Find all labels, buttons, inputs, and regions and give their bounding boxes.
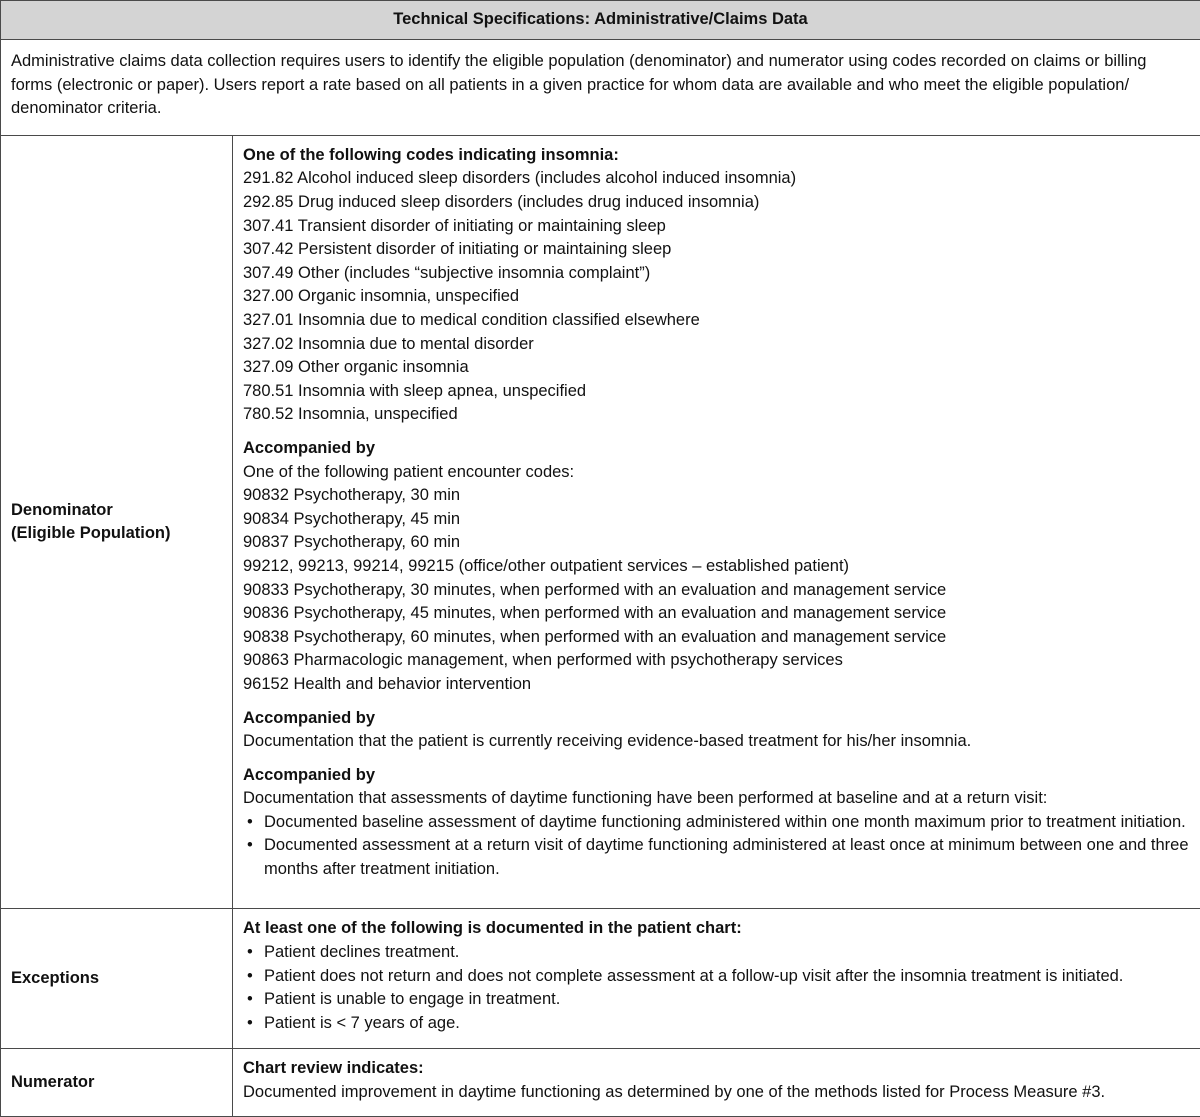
encounter-code-item: 90833 Psychotherapy, 30 minutes, when performed with an evaluation and management service [243, 580, 947, 599]
insomnia-code-item: 307.49 Other (includes “subjective insomnia complaint”) [243, 263, 651, 282]
treatment-doc-block [243, 707, 1190, 754]
encounter-code-item: 99212, 99213, 99214, 99215 (office/other outpatient services – established patient) [243, 556, 850, 575]
encounter-codes-intro: One of the following patient encounter codes: [243, 462, 575, 481]
insomnia-codes-heading: One of the following codes indicating insomnia: [243, 145, 619, 164]
treatment-doc-text: Documentation that the patient is currently receiving evidence-based treatment for his/her insomnia. [243, 732, 972, 751]
encounter-code-item: 90863 Pharmacologic management, when performed with psychotherapy services [243, 651, 843, 670]
denominator-label [1, 135, 233, 909]
numerator-text: Documented improvement in daytime functioning as determined by one of the methods listed for Process Measure #3. [243, 1082, 1106, 1101]
exception-bullet: • Patient is unable to engage in treatment. [243, 988, 1190, 1012]
denominator-row [1, 135, 1200, 909]
insomnia-code-item: 327.01 Insomnia due to medical condition classified elsewhere [243, 311, 700, 329]
table-title: Technical Specifications: Administrative/Claims Data [1, 1, 1200, 40]
encounter-codes-block [243, 437, 1190, 697]
insomnia-code-item: 327.09 Other organic insomnia [243, 358, 469, 377]
denominator-label-line2: (Eligible Population) [11, 524, 171, 543]
assessment-doc-text: Documentation that assessments of daytime functioning have been performed at baseline and at a return visit: [243, 789, 1048, 808]
exceptions-row [1, 909, 1200, 1049]
numerator-label: Numerator [1, 1049, 233, 1117]
exceptions-heading: At least one of the following is documented in the patient chart: [243, 919, 742, 938]
insomnia-code-item: 292.85 Drug induced sleep disorders (includes drug induced insomnia) [243, 193, 760, 212]
intro-text: Administrative claims data collection requires users to identify the eligible population (denominator) and numerator using codes recorded on claims or billing forms (electronic or paper). Users report a rate based on all patients in a given practice for whom data are available and who meet the eligible population/ denominator criteria. [1, 40, 1200, 136]
insomnia-code-item: 327.02 Insomnia due to mental disorder [243, 334, 534, 353]
encounter-code-item: 90837 Psychotherapy, 60 min [243, 533, 461, 552]
assessment-doc-heading: Accompanied by [243, 765, 376, 784]
insomnia-code-item: 307.42 Persistent disorder of initiating or maintaining sleep [243, 240, 672, 259]
numerator-row [1, 1049, 1200, 1117]
exceptions-label: Exceptions [1, 909, 233, 1049]
exceptions-bullet-list [243, 941, 1190, 1035]
exceptions-content [233, 909, 1200, 1049]
numerator-content [233, 1049, 1200, 1117]
numerator-heading: Chart review indicates: [243, 1059, 424, 1078]
encounter-code-item: 90836 Psychotherapy, 45 minutes, when performed with an evaluation and management service [243, 604, 947, 623]
encounter-code-item: 90838 Psychotherapy, 60 minutes, when performed with an evaluation and management service [243, 627, 947, 646]
exception-bullet: • Patient declines treatment. [243, 941, 1190, 965]
treatment-doc-heading: Accompanied by [243, 708, 376, 727]
assessment-doc-block [243, 764, 1190, 882]
insomnia-code-item: 780.52 Insomnia, unspecified [243, 405, 458, 424]
insomnia-code-item: 327.00 Organic insomnia, unspecified [243, 287, 520, 306]
encounter-codes-heading: Accompanied by [243, 438, 376, 457]
encounter-code-item: 96152 Health and behavior intervention [243, 674, 532, 693]
insomnia-codes-block [243, 144, 1190, 427]
exception-bullet: • Patient is < 7 years of age. [243, 1012, 1190, 1036]
denominator-content [233, 135, 1200, 909]
assessment-bullet: • Documented assessment at a return visit of daytime functioning administered at least once at minimum between one and three months after treatment initiation. [243, 834, 1190, 881]
assessment-bullet: • Documented baseline assessment of daytime functioning administered within one month maximum prior to treatment initiation. [243, 811, 1190, 835]
denominator-label-line1: Denominator [11, 500, 113, 519]
insomnia-code-item: 291.82 Alcohol induced sleep disorders (includes alcohol induced insomnia) [243, 169, 797, 188]
assessment-bullet-list [243, 811, 1190, 882]
encounter-code-item: 90834 Psychotherapy, 45 min [243, 509, 461, 528]
exception-bullet: • Patient does not return and does not complete assessment at a follow-up visit after the insomnia treatment is initiated. [243, 965, 1190, 989]
insomnia-code-item: 780.51 Insomnia with sleep apnea, unspecified [243, 381, 587, 400]
insomnia-code-item: 307.41 Transient disorder of initiating or maintaining sleep [243, 216, 666, 235]
encounter-code-item: 90832 Psychotherapy, 30 min [243, 486, 461, 505]
